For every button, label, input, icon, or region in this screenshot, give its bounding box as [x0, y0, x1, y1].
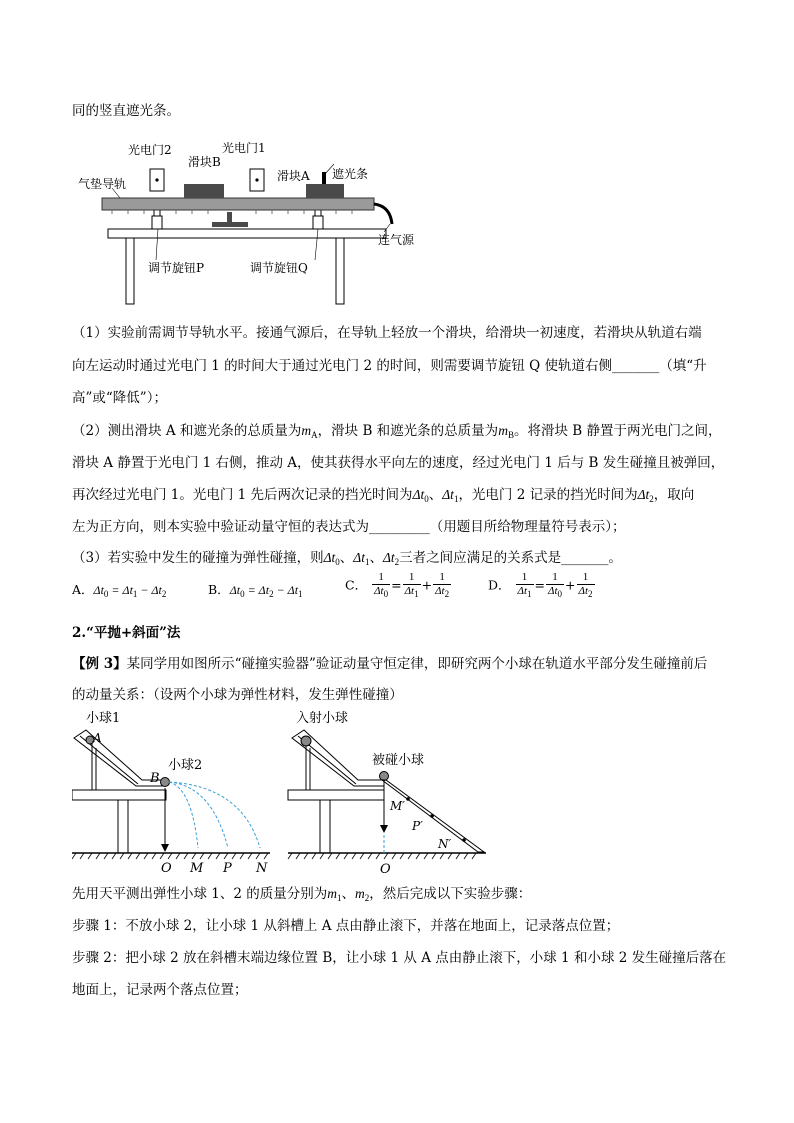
- label-rail: 气垫导轨: [78, 177, 127, 191]
- option-d[interactable]: D． $\frac{1}{\Delta t_1}$ = $\frac{1}{\Delta t_0}$ + $\frac{1}{\Delta t_2}$: [488, 571, 593, 599]
- incline-figure: [286, 708, 496, 878]
- text-line: 步骤 1：不放小球 2，让小球 1 从斜槽上 A 点由静止滚下，并落在地面上，记录落点位置；: [72, 918, 620, 934]
- label-point-a: A: [93, 731, 102, 745]
- label-target-ball: 被碰小球: [372, 753, 425, 768]
- air-track-figure: [72, 132, 472, 310]
- text-line: 先用天平测出弹性小球 1、2 的质量分别为$m_1$、$m_2$，然后完成以下实验步骤：: [72, 886, 532, 903]
- label-knob-p: 调节旋钮P: [148, 261, 205, 275]
- label-m-prime: M′: [390, 799, 406, 813]
- text-line: 步骤 2：把小球 2 放在斜槽末端边缘位置 B，让小球 1 从 A 点由静止滚下，小球 1 和小球 2 发生碰撞后落在: [72, 950, 727, 966]
- label-n: N: [256, 861, 268, 876]
- text-line: （3）若实验中发生的碰撞为弹性碰撞，则$\Delta t_0$、$\Delta t_1$、$\Delta t_2$三者之间应满足的关系式是_______。: [72, 550, 622, 567]
- label-ball1: 小球1: [86, 711, 121, 726]
- text-line: 地面上，记录两个落点位置；: [72, 982, 248, 998]
- label-slider-a: 滑块A: [277, 169, 310, 183]
- text-line: 再次经过光电门 1。光电门 1 先后两次记录的挡光时间为$\Delta t_0$、$\Delta t_1$，光电门 2 记录的挡光时间为$\Delta t_2$，取向: [72, 487, 695, 504]
- text-line: 左为正方向，则本实验中验证动量守恒的表达式为_________（用题目所给物理量符号表示）；: [72, 519, 626, 535]
- option-a[interactable]: A．$\Delta t_0 = \Delta t_1 - \Delta t_2$: [72, 582, 167, 599]
- text-line: 高”或“降低”）；: [72, 390, 167, 406]
- label-point-b: B: [150, 771, 160, 786]
- label-m: M: [190, 861, 204, 876]
- text-line: （2）测出滑块 A 和遮光条的总质量为$m_A$，滑块 B 和遮光条的总质量为$m_B$。将滑块 B 静置于两光电门之间，: [72, 423, 722, 440]
- label-gate2: 光电门2: [128, 143, 172, 157]
- label-slider-b: 滑块B: [188, 155, 221, 169]
- label-p: P: [223, 861, 232, 876]
- projectile-figure: [72, 708, 272, 878]
- label-ball2: 小球2: [168, 758, 203, 773]
- text-line: 向左运动时通过光电门 1 的时间大于通过光电门 2 的时间，则需要调节旋钮 Q 使轨道右侧_______（填“升: [72, 358, 707, 374]
- text-line: 滑块 A 静置于光电门 1 右侧，推动 A，使其获得水平向左的速度，经过光电门 1 后与 B 发生碰撞且被弹回，: [72, 455, 725, 471]
- label-knob-q: 调节旋钮Q: [250, 261, 308, 275]
- label-o: O: [161, 861, 172, 876]
- label-incident-ball: 入射小球: [296, 711, 349, 726]
- label-shade: 遮光条: [332, 167, 369, 181]
- section-heading: 2.“平抛+斜面”法: [72, 625, 181, 641]
- text-line: 同的竖直遮光条。: [72, 103, 180, 119]
- label-gate1: 光电门1: [222, 141, 266, 155]
- label-air: 连气源: [378, 233, 415, 247]
- option-b[interactable]: B．$\Delta t_0 = \Delta t_2 - \Delta t_1$: [208, 582, 303, 599]
- text-line: 【例 3】某同学用如图所示“碰撞实验器”验证动量守恒定律，即研究两个小球在轨道水平部分发生碰撞前后: [72, 656, 708, 672]
- text-line: （1）实验前需调节导轨水平。接通气源后，在导轨上轻放一个滑块，给滑块一初速度，若滑块从轨道右端: [72, 325, 702, 341]
- label-p-prime: P′: [412, 819, 423, 833]
- text-line: 的动量关系：（设两个小球为弹性材料，发生弹性碰撞）: [72, 687, 403, 703]
- option-c[interactable]: C． $\frac{1}{\Delta t_0}$ = $\frac{1}{\Delta t_1}$ + $\frac{1}{\Delta t_2}$: [345, 571, 450, 599]
- label-n-prime: N′: [438, 837, 452, 851]
- label-o: O: [380, 862, 391, 877]
